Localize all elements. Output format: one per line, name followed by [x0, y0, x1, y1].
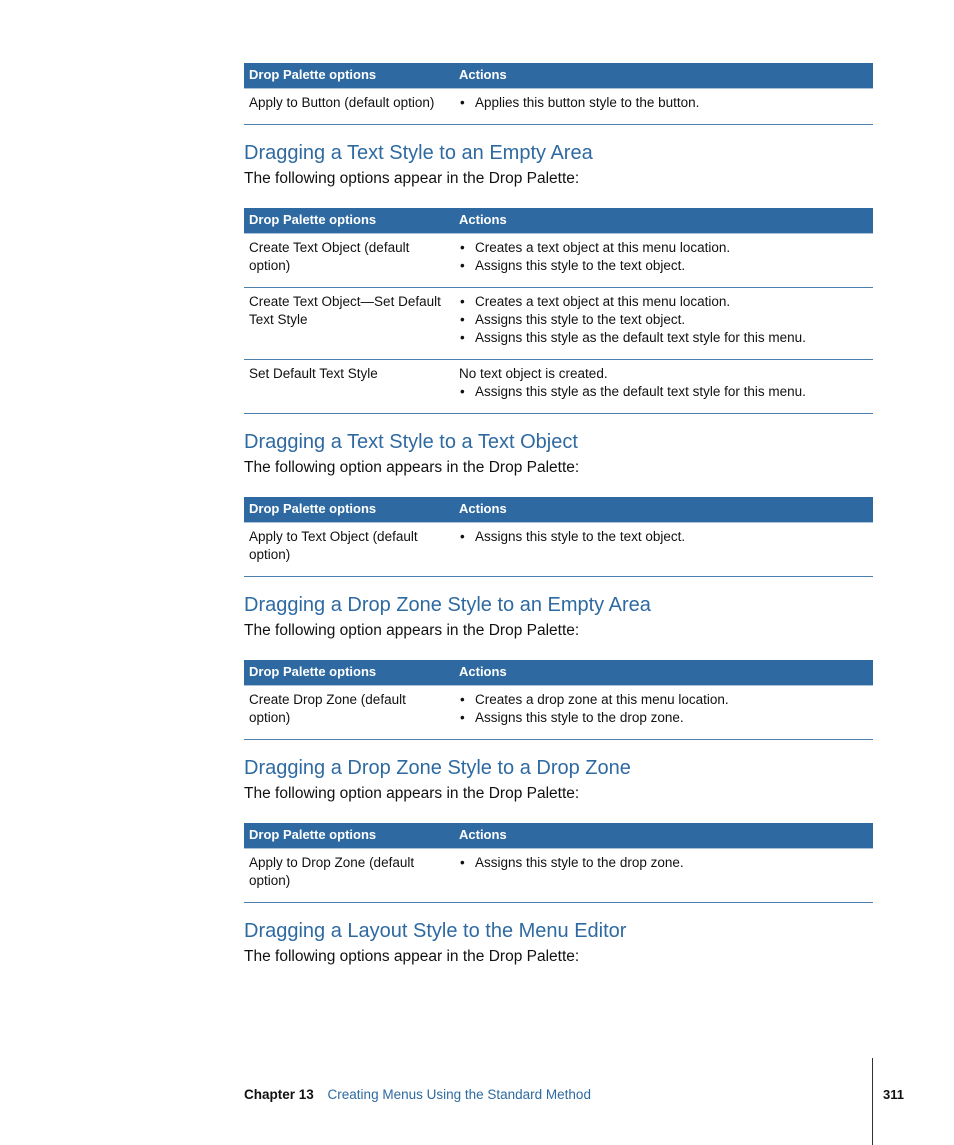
page-number: 311: [883, 1087, 904, 1102]
action-item: • Assigns this style to the text object.: [459, 257, 868, 275]
drop-palette-table-button: [244, 63, 873, 125]
footer-divider: [872, 1058, 873, 1145]
footer-chapter: Chapter 13: [244, 1087, 314, 1102]
table-header-row: [244, 497, 873, 523]
section-intro-text-empty: The following options appear in the Drop Palette:: [244, 170, 580, 187]
section-heading-layout: Dragging a Layout Style to the Menu Editor: [244, 920, 627, 942]
action-item: • Assigns this style to the drop zone.: [459, 854, 868, 872]
drop-palette-table-dropzone-zone: [244, 823, 873, 903]
drop-palette-table-text-empty: [244, 208, 873, 414]
actions-list: [459, 293, 868, 347]
drop-palette-table-dropzone-empty: [244, 660, 873, 740]
drop-palette-table-text-object: [244, 497, 873, 577]
action-item: • Creates a drop zone at this menu location.: [459, 691, 868, 709]
header-actions: Actions: [454, 208, 873, 234]
actions-cell: [454, 523, 873, 577]
actions-list: [459, 383, 868, 401]
option-cell: Apply to Button (default option): [244, 89, 454, 125]
header-actions: Actions: [454, 63, 873, 89]
table-header-row: [244, 208, 873, 234]
actions-cell: [454, 686, 873, 740]
option-cell: Apply to Text Object (default option): [244, 523, 454, 577]
option-cell: Create Text Object—Set Default Text Style: [244, 288, 454, 360]
table-header-row: [244, 63, 873, 89]
section-heading-text-object: Dragging a Text Style to a Text Object: [244, 431, 578, 453]
action-item: • Assigns this style as the default text style for this menu.: [459, 329, 868, 347]
actions-cell: [454, 360, 873, 414]
table-row: [244, 849, 873, 903]
option-cell: Set Default Text Style: [244, 360, 454, 414]
header-options: Drop Palette options: [244, 497, 454, 523]
actions-list: [459, 239, 868, 275]
actions-list: [459, 854, 868, 872]
section-intro-dropzone-empty: The following option appears in the Drop Palette:: [244, 622, 580, 639]
actions-cell: [454, 288, 873, 360]
section-heading-dropzone-empty: Dragging a Drop Zone Style to an Empty Area: [244, 594, 651, 616]
header-options: Drop Palette options: [244, 660, 454, 686]
page-footer: [244, 1086, 591, 1104]
table-row: [244, 234, 873, 288]
action-note: No text object is created.: [459, 366, 608, 381]
option-cell: Create Text Object (default option): [244, 234, 454, 288]
table-row: [244, 523, 873, 577]
actions-cell: [454, 234, 873, 288]
action-item: • Assigns this style to the drop zone.: [459, 709, 868, 727]
footer-chapter-title[interactable]: Creating Menus Using the Standard Method: [327, 1087, 591, 1102]
section-heading-text-empty: Dragging a Text Style to an Empty Area: [244, 142, 593, 164]
table-row: [244, 360, 873, 414]
table-row: [244, 288, 873, 360]
action-item: • Creates a text object at this menu location.: [459, 239, 868, 257]
header-options: Drop Palette options: [244, 208, 454, 234]
table-row: [244, 89, 873, 125]
table-header-row: [244, 823, 873, 849]
header-actions: Actions: [454, 660, 873, 686]
header-options: Drop Palette options: [244, 823, 454, 849]
action-item: • Applies this button style to the button.: [459, 94, 868, 112]
actions-list: [459, 528, 868, 546]
header-options: Drop Palette options: [244, 63, 454, 89]
actions-list: [459, 691, 868, 727]
actions-cell: [454, 89, 873, 125]
section-heading-dropzone-zone: Dragging a Drop Zone Style to a Drop Zone: [244, 757, 631, 779]
section-intro-layout: The following options appear in the Drop Palette:: [244, 948, 580, 965]
option-cell: Apply to Drop Zone (default option): [244, 849, 454, 903]
table-row: [244, 686, 873, 740]
action-item: • Assigns this style as the default text style for this menu.: [459, 383, 868, 401]
option-cell: Create Drop Zone (default option): [244, 686, 454, 740]
action-item: • Assigns this style to the text object.: [459, 528, 868, 546]
page-content: [244, 63, 873, 986]
section-intro-dropzone-zone: The following option appears in the Drop Palette:: [244, 785, 580, 802]
actions-cell: [454, 849, 873, 903]
action-item: • Assigns this style to the text object.: [459, 311, 868, 329]
section-intro-text-object: The following option appears in the Drop Palette:: [244, 459, 580, 476]
table-header-row: [244, 660, 873, 686]
actions-list: [459, 94, 868, 112]
header-actions: Actions: [454, 823, 873, 849]
header-actions: Actions: [454, 497, 873, 523]
action-item: • Creates a text object at this menu location.: [459, 293, 868, 311]
